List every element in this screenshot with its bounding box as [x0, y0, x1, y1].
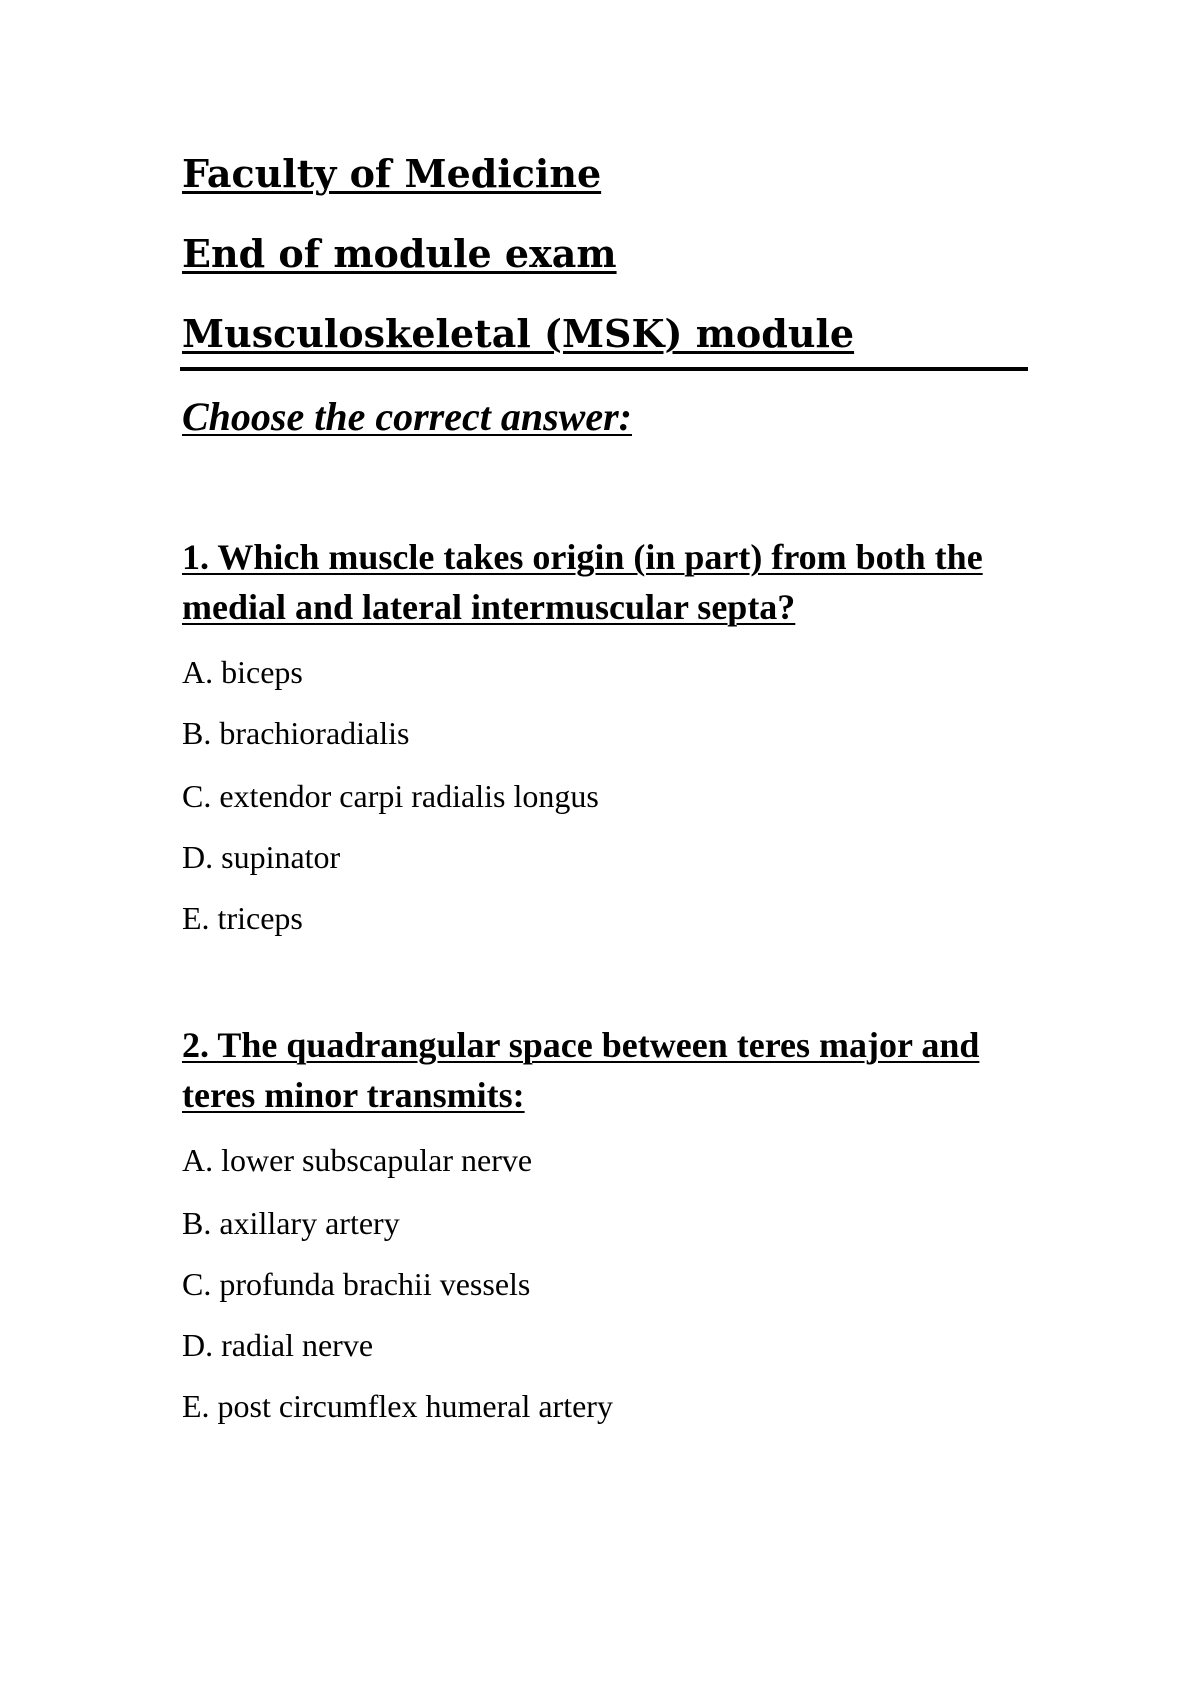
question-2-option-b: B. axillary artery	[182, 1205, 400, 1241]
header-divider	[180, 367, 1028, 371]
question-1-option-c: C. extendor carpi radialis longus	[182, 778, 599, 814]
question-2-option-a: A. lower subscapular nerve	[182, 1142, 533, 1178]
question-2-text: 2. The quadrangular space between teres major and teres minor transmits:	[182, 1025, 980, 1115]
question-2-option-c: C. profunda brachii vessels	[182, 1266, 531, 1302]
faculty-title: Faculty of Medicine	[182, 151, 602, 196]
question-1-text: 1. Which muscle takes origin (in part) from both the medial and lateral intermuscular septa?	[182, 537, 983, 627]
module-title: Musculoskeletal (MSK) module	[182, 311, 855, 356]
question-2-option-d: D. radial nerve	[182, 1327, 374, 1363]
question-1-option-b: B. brachioradialis	[182, 715, 410, 751]
exam-title: End of module exam	[182, 231, 617, 276]
instruction-text: Choose the correct answer:	[182, 394, 632, 439]
question-2-option-e: E. post circumflex humeral artery	[182, 1388, 613, 1424]
question-1-option-e: E. triceps	[182, 900, 303, 936]
question-1-option-a: A. biceps	[182, 654, 303, 690]
question-1-option-d: D. supinator	[182, 839, 341, 875]
